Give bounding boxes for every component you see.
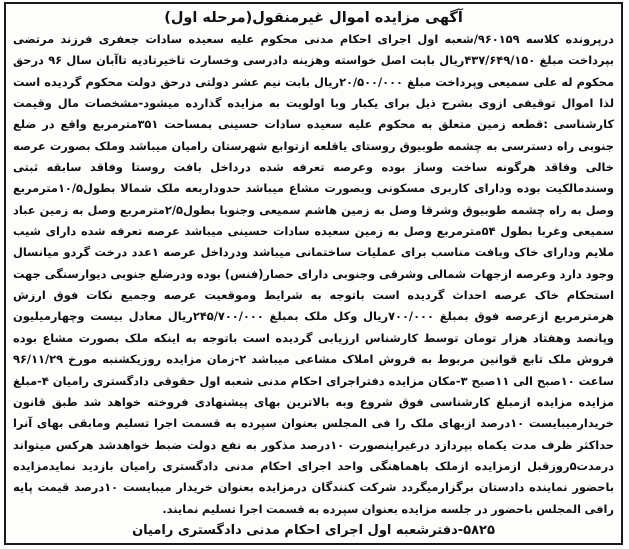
notice-body: درپرونده کلاسه ۹۶۰۱۵۹/شعبه اول اجرای احکام مدنی محکوم علیه سعیده سادات جعفری فرزند مرتضی بپرداخت مبلغ ۴۳۷/۶۴۹/۱۵۰ریال بابت اصل خواسته وهزینه دادرسی وخسارت تاخیرتادیه تاآبان سال ۹۶ درحق محکوم له علی سمیعی وپرداخت مبلغ ۲۰/۵۰۰/۰۰۰ریال بابت نیم عشر دولتی درحق دولت محکوم گردیده است لذا اموال توقیفی ازوی بشرح ذیل برای یکبار وبا اولویت به مزایده گذارده میشود-مشخصات مال وقیمت کارشناسی :قطعه زمین متعلق به محکوم علیه سعیده سادات حسینی بمساحت ۳۵۱مترمربع واقع در ضلع جنوبی راه دسترسی به چشمه طوبیوق روستای یاقلعه ازتوابع شهرستان رامیان میباشد وملک بصورت عرصه خالی وفاقد هرگونه ساخت وساز بوده وعرصه تعرفه شده درداخل بافت روستا وفاقد سابقه ثبتی وسندمالکیت بوده ودارای کاربری مسکونی وبصورت مشاع میباشد حدوداربعه ملک شمالا بطول۱۰/۵مترمربع وصل به راه چشمه طوبیوق وشرقا وصل به زمین هاشم سمیعی وجنوبا بطول۲/۵مترمربع وصل به زمین عباد سمیعی وغربا بطول ۵۴مترمربع وصل به زمین سعیده سادات حسینی میباشد عرصه تعرفه شده دارای شیب ملایم ودارای خاک وبافت مناسب برای عملیات ساختمانی میباشد ودرداخل عرصه ۱عدد درخت گردو میانسال وجود دارد وعرصه ازجهات شمالی وشرقی وجنوبی دارای حصار(فنس) بوده ودرضلع جنوبی دیوارسنگی جهت استحکام خاک عرصه احداث گردیده است باتوجه به شرایط وموقعیت عرصه وجمیع نکات فوق ارزش هرمترمربع ازعرصه فوق بمبلغ ۷۰۰/۰۰۰ریال وکل ملک بمبلغ ۲۴۵/۷۰۰/۰۰۰ریال معادل بیست وچهارمیلیون وپانصد وهفتاد هزار تومان توسط کارشناس ارزیابی گردیده است باتوجه به اینکه ملک بصورت مشاع بوده فروش ملک تابع قوانین مربوط به فروش املاک مشاعی میباشد ۲-زمان مزایده روزیکشنبه مورخ ۹۶/۱۱/۲۹ ساعت ۱۰صبح الی ۱۱صبح ۳-مکان مزایده دفتراجرای احکام مدنی شعبه اول حقوقی دادگستری رامیان ۴-مبلغ مزایده مزایده ازمبلغ کارشناسی فوق شروع وبه بالاترین بهای پیشنهادی فروخته خواهد شد طبق قانون خریدارمیبایست ۱۰درصد ازبهای ملک را فی المجلس بعنوان سپرده به قسمت اجرا تسلیم ومابقی بهای آنرا حداکثر ظرف مدت یکماه بپردازد درغیراینصورت ۱۰درصد مذکور به نفع دولت ضبط خواهدشد هرکس میتواند درمدت۵روزقبل ازمزایده ازملک باهماهنگی واحد اجرای احکام مدنی دادگستری رامیان بازدید نمایدمزایده باحضور نماینده دادستان برگزارمیگردد شرکت کنندگان درمزایده بعنوان خریدار میبایست ۱۰درصد قیمت پایه رافی المجلس باحضور در جلسه مزایده بعنوان سپرده به قسمت اجرا تسلیم نمایند. [13, 32, 615, 516]
notice-footer: ۵۸۲۵-دفترشعبه اول اجرای احکام مدنی دادگستری رامیان [132, 523, 495, 538]
notice-title: آگهی مزایده اموال غیرمنقول(مرحله اول) [164, 10, 463, 26]
auction-notice [4, 2, 623, 545]
